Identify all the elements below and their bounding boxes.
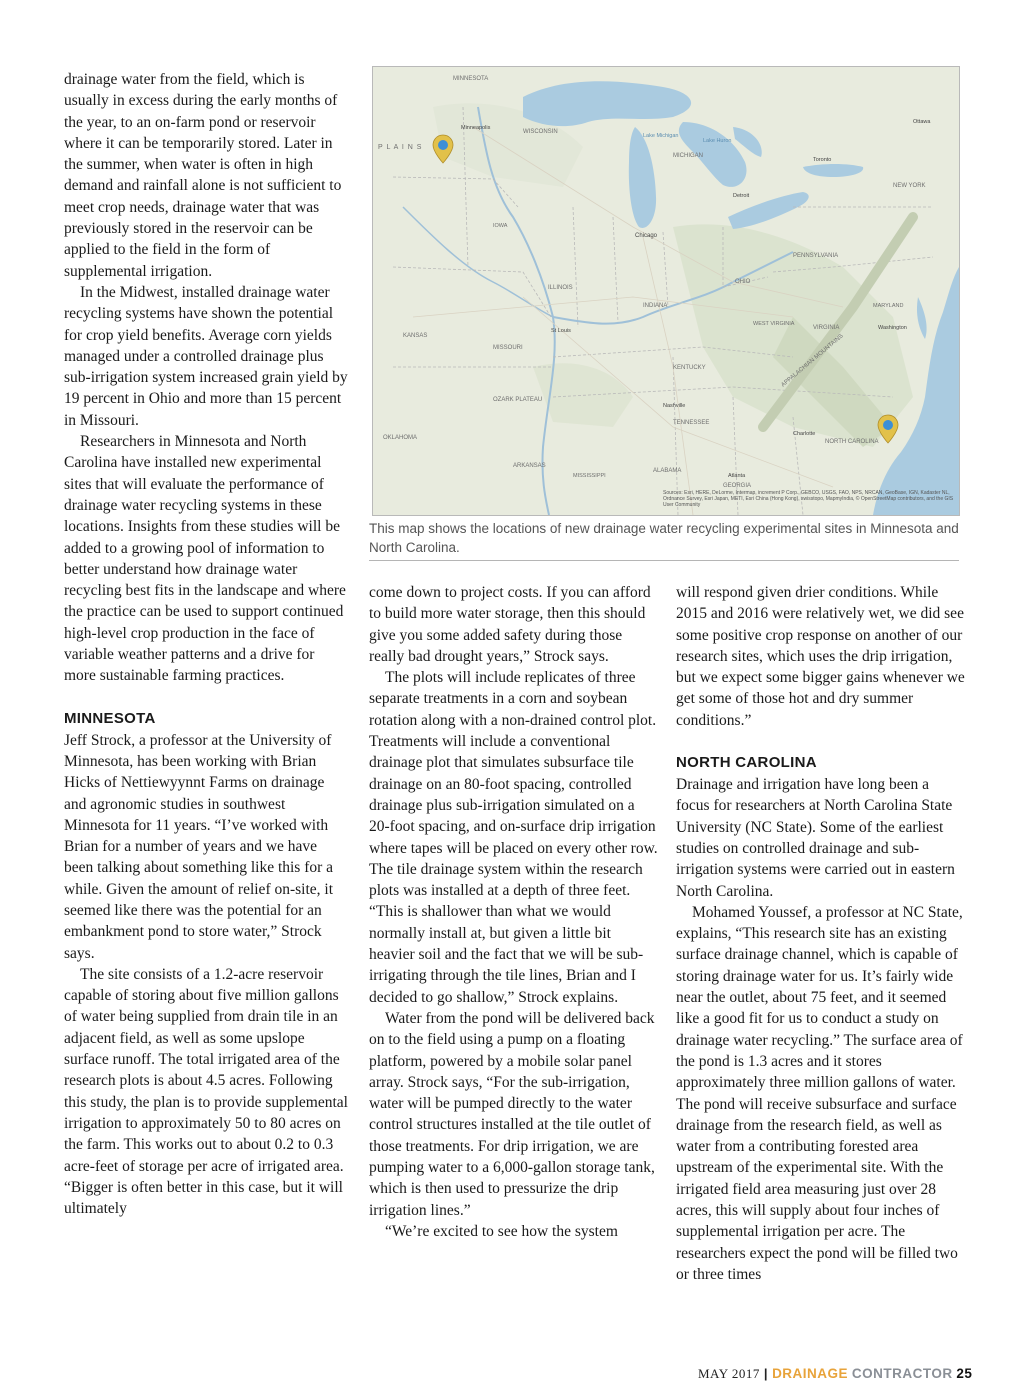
map-label: Nashville (663, 403, 686, 409)
paragraph: The plots will include replicates of three separate treatments in a corn and soybean rotation along with a non-drained control plot. Treatments will include a conventional drainage plot that simulates subsurface tile drainage on an 80-foot spacing, controlled drainage plus sub-irrigation simulated on a 20-foot spacing, and on-surface drip irrigation where tapes will be placed on every other row. The tile drainage system within the research plots was installed at a depth of three feet. “This is shallower than what we would normally install at, but given a little bit heavier soil and the fact that we will be sub-irrigating through the tile lines, Brian and I decided to go shallow,” Strock explains. (369, 669, 658, 1006)
page-number: 25 (956, 1366, 973, 1381)
figure-caption: This map shows the locations of new drainage water recycling experimental sites in Minnesota and North Carolina. (369, 521, 959, 555)
paragraph: The site consists of a 1.2-acre reservoir capable of storing about five million gallons of water being supplied from drain tile in an adjacent field, as well as some upslope surface runoff. The total irrigated area of the research plots is about 4.5 acres. Following this study, the plan is to provide supplemental irrigation to approximately 50 to 80 acres on the farm. This works out to about 0.2 to 0.3 acre-feet of storage per acre of irrigated area. “Bigger is often better in this case, but it will ultimately (64, 965, 348, 1218)
map-label: Ottawa (913, 119, 931, 125)
article-column-3 (676, 582, 966, 1285)
map-label: VIRGINIA (813, 325, 840, 331)
map-label: ARKANSAS (513, 463, 546, 469)
paragraph: come down to project costs. If you can afford to build more water storage, then this should give you some added safety during those really bad drought years,” Strock says. (369, 584, 651, 665)
map-label: GEORGIA (723, 483, 752, 489)
map-label: WISCONSIN (523, 129, 558, 135)
map-label: Charlotte (793, 431, 816, 437)
article-column-2 (369, 582, 659, 1242)
map-label: ALABAMA (653, 468, 682, 474)
map-label: MICHIGAN (673, 153, 703, 159)
map-label: MINNESOTA (453, 76, 489, 82)
map-label: Detroit (733, 193, 750, 199)
map-label: KANSAS (403, 333, 428, 339)
map-label: NORTH CAROLINA (825, 439, 879, 445)
map-label: Toronto (813, 157, 832, 163)
map-label: Minneapolis (461, 125, 491, 131)
map-image (373, 67, 959, 515)
article-column-1 (64, 69, 349, 1219)
paragraph: drainage water from the field, which is usually in excess during the early months of the year, to an on-farm pond or reservoir where it can be temporarily stored. Later in the summer, when water is often in high demand and rainfall alone is not sufficient to meet crop needs, drainage water that was previously stored in the reservoir can be applied to the field in the form of supplemental irrigation. (64, 71, 342, 280)
paragraph: “We’re excited to see how the system (385, 1222, 618, 1240)
map-label: IOWA (493, 223, 508, 229)
paragraph: Mohamed Youssef, a professor at NC State, explains, “This research site has an existing surface drainage channel, which is capable of storing drainage water for us. It’s fairly wide near the outlet, about 75 feet, and it seemed like a good fit for us to conduct a study on drainage water recycling.” The surface area of the pond is 1.3 acres and it stores approximately three million gallons of water. The pond will receive subsurface and surface drainage from the research field, as well as water from a contributing forested area upstream of the experimental site. With the irrigated field area measuring just over 28 acres, this will supply about four inches of supplemental irrigation per acre. The researchers expect the pond will be filled two or three times (676, 903, 963, 1283)
map-label: ILLINOIS (548, 285, 573, 291)
map-label: NEW YORK (893, 183, 926, 189)
paragraph: In the Midwest, installed drainage water recycling systems have shown the potential for crop yield benefits. Average corn yields managed under a controlled drainage plus sub-irrigation system increased grain yield by 19 percent in Ohio and more than 15 percent in Missouri. (64, 283, 348, 429)
magazine-name: CONTRACTOR (851, 1366, 953, 1381)
map-label: PENNSYLVANIA (793, 253, 839, 259)
section-heading-minnesota: MINNESOTA (64, 709, 156, 727)
map-label: OZARK PLATEAU (493, 397, 543, 403)
paragraph: Researchers in Minnesota and North Carolina have installed new experimental sites that will evaluate the performance of drainage water recycling systems in these locations. Insights from these studies will be added to a growing pool of information to better understand how drainage water recycling best fits in the landscape and where the practice can be used to support continued high-level crop production in the face of variable weather patterns and a drive for more sustainable farming practices. (64, 433, 346, 685)
map-label: Lake Huron (703, 138, 732, 144)
map-label: TENNESSEE (673, 420, 710, 426)
map-label: APPALACHIAN MOUNTAINS (780, 333, 845, 389)
map-label: Lake Michigan (643, 133, 679, 139)
map-figure (372, 66, 960, 516)
paragraph: Jeff Strock, a professor at the University of Minnesota, has been working with Brian Hicks of Nettiewyynnt Farms on drainage and agronomic studies in southwest Minnesota for 11 years. “I’ve worked with Brian for a number of years and we have been talking about something like this for a while. Given the amount of relief on-site, it seemed like there was the potential for an embankment pond to store water,” Strock says. (64, 731, 334, 962)
map-label: MISSOURI (493, 345, 523, 351)
page-footer (698, 1366, 972, 1382)
paragraph: will respond given drier conditions. While 2015 and 2016 were relatively wet, we did see some positive crop response on another of our research sites, which uses the drip irrigation, but we expect some bigger gains whenever we get some of those hot and dry summer conditions.” (676, 584, 965, 729)
map-label: St Louis (551, 328, 571, 334)
map-label: Atlanta (728, 473, 746, 479)
map-attribution: Sources: Esri, HERE, DeLorme, Intermap, increment P Corp., GEBCO, USGS, FAO, NPS, NRCAN, GeoBase, IGN, Kadaster NL, Ordnance Survey, Esri Japan, METI, Esri China (Hong Kong), swisstopo, MapmyIndia, © OpenStreetMap contributors, and the GIS User Community (663, 490, 954, 508)
map-label: OKLAHOMA (383, 435, 418, 441)
map-label: WEST VIRGINIA (753, 321, 795, 327)
caption-divider (369, 560, 959, 561)
magazine-name-highlight: DRAINAGE (772, 1366, 849, 1381)
map-label: P L A I N S (378, 144, 423, 151)
map-label: Washington (878, 325, 907, 331)
paragraph: Water from the pond will be delivered back on to the field using a pump on a floating platform, powered by a mobile solar panel array. Strock says, “For the sub-irrigation, water will be pumped directly to the water control structures installed at the tile outlet of those treatments. For drip irrigation, we are pumping water to a 6,000-gallon storage tank, which is then used to pressurize the drip irrigation lines.” (369, 1009, 655, 1219)
map-label: Chicago (635, 233, 658, 239)
map-label: MISSISSIPPI (573, 473, 606, 479)
paragraph: Drainage and irrigation have long been a focus for researchers at North Carolina State University (NC State). Some of the earliest studies on controlled drainage and sub-irrigation systems were carried out in eastern North Carolina. (676, 776, 955, 900)
footer-separator: | (763, 1366, 769, 1381)
map-label: INDIANA (643, 303, 668, 309)
section-heading-north-carolina: NORTH CAROLINA (676, 754, 817, 772)
map-label: MARYLAND (873, 303, 904, 309)
map-label: OHIO (735, 279, 751, 285)
map-label: KENTUCKY (673, 365, 706, 371)
issue-date: MAY 2017 (698, 1366, 760, 1381)
